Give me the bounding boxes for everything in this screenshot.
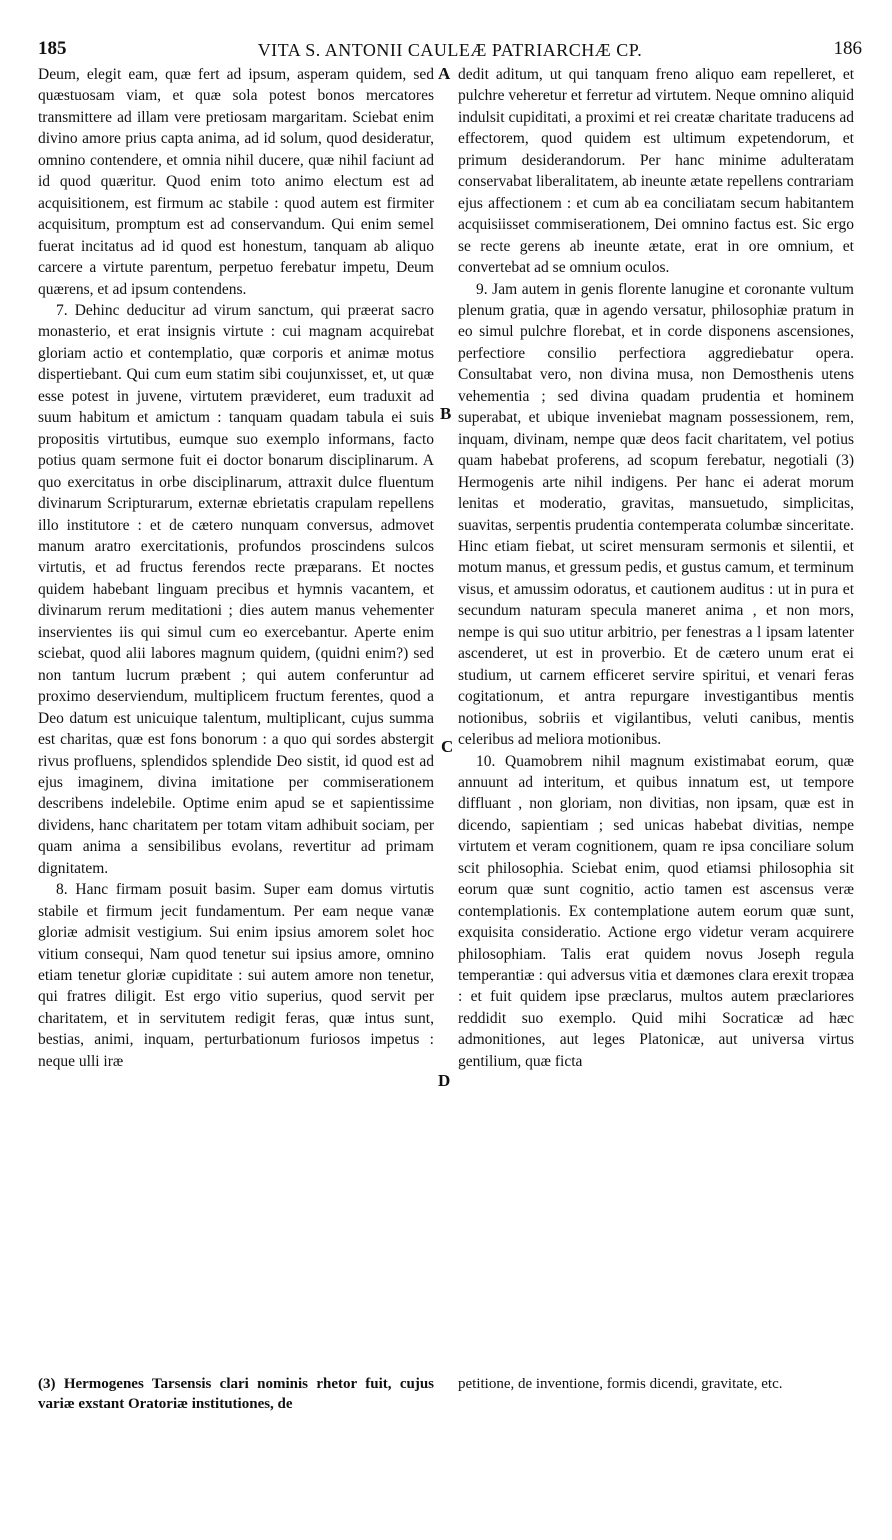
paragraph-10: 10. Quamobrem nihil magnum existimabat eorum, quæ annuunt ad interitum, et quibus innatum est, ut tempore diffluant , non gloriam, non divitias, non ipsam, quæ est in dicendo, sapientiam ; sed unicas habebat divitias, nempe virtutem et veram cognitionem, quam re ipsa conciliare solum scit philosophia. Sciebat enim, quod etiamsi philosophia sit eorum quæ sunt cognitio, actio tamen est ascensus veræ contemplationis. Ex contemplatione autem eorum quæ sunt, exquisita consideratio. Actione ergo videtur veram acquirere philosophiam. Talis erat quidem novus Joseph regula temperantiæ : qui adversus vitia et dæmones clara erexit tropæa : et fuit quidem ipse præclarus, multos autem præclariores reddidit suo exemplo. Quid mihi Socraticæ ad hæc admonitiones, aut leges Platonicæ, aut universa virtus gentilium, quæ ficta	[458, 752, 854, 1070]
margin-marker-d: D	[438, 1071, 451, 1090]
paragraph-7: 7. Dehinc deducitur ad virum sanctum, qui præerat sacro monasterio, et erat insignis virtute : cui magnam acquirebat gloriam actio et contemplatio, quæ corporis et animæ motus dispertiebant. Qui cum eum statim sibi coujunxisset, et, ut quæ esse potest in juvene, virtutem prævideret, eum traduxit ad suum habitum et amictum : tanquam quadam tabula ei suis propositis virtutibus, eumque suo exemplo informans, facto potius quam sermone fuit ei doctor bonarum disciplinarum. A quo exercitatus in orbe disciplinarum, attraxit dulce fluentum divinarum Scripturarum, externæ ebrietatis crapulam repellens illo institutore : et de cætero nunquam conversus, admovet manum aratro exercitationis, profundos proscindens sulcos virtutis, et ad fructus ferendos recte præparans. Et noctes quidem habebant linguam precibus et hymnis vacantem, et divinarum rerum meditationi ; dies autem manus vehementer inservientes iis qui simul cum eo exercebantur. Aperte enim sciebat, quod alii labores magnum quidem, (quidni enim?) sed non tantum lucrum præbent ; qui autem conferuntur ad proximo deserviendum, multiplicem fructum ferentes, quod a Deo datum est unicuique talentum, multiplicant, cujus summa est charitas, quæ est fons bonorum : a quo qui sordes abstergit rivus profluens, splendidos splendide Deo sistit, id quod est ad ejus imaginem, divina imitatione per commiserationem describens indelebile. Optime enim apud se et sapientissime dividens, hanc charitatem per totam vitam adhibuit sociam, per quam anima a sensibilibus evolans, revertitur ad primam dignitatem.	[38, 301, 434, 877]
page-header	[38, 38, 862, 62]
margin-marker-a: A	[438, 64, 451, 83]
left-column	[38, 64, 434, 1072]
running-title: VITA S. ANTONII CAULEÆ PATRIARCHÆ CP.	[257, 40, 643, 60]
margin-marker-c: C	[441, 737, 454, 756]
margin-marker-b: B	[440, 404, 452, 423]
page-number-right: 186	[833, 38, 862, 59]
footnote-text: (3) Hermogenes Tarsensis clari nominis rhetor fuit, cujus variæ exstant Oratoriæ institutiones, de	[38, 1376, 434, 1412]
paragraph: dedit aditum, ut qui tanquam freno aliquo eam repelleret, et pulchre veheretur et ferretur ad virtutem. Neque omnino aliquid indulsit cupiditati, a proximi et rei creatæ charitate traducens ad effectorem, quod quidem est ultimum expetendorum, et primum desiderandorum. Per hanc minime adulteratam conservabat liberalitatem, ab ineunte ætate repellens contrariam ejus affectionem : et cum ab ea conciliatam secum habitantem acquisiisset commiserationem, Dei omnino factus est. Sic ergo se recte gerens ab ineunte ætate, erat in ore omnium, et convertebat ad se omnium oculos.	[458, 66, 854, 277]
footnote-right	[458, 1374, 854, 1394]
paragraph-8: 8. Hanc firmam posuit basim. Super eam domus virtutis stabile et firmum jecit fundamentum. Per eam neque vanæ gloriæ admisit vestigium. Sui enim ipsius amorem solet hoc vitium consequi, Nam quod tenetur sui ipsius amore, omnino etiam tenetur gloriæ cupiditate : sui autem amore non tenetur, qui fratres diligit. Est ergo vitio superius, quod servit per charitatem, et in servitutem redigit feras, quæ intus sunt, bestias, animi, inquam, perturbationum furiosos impetus : neque ulli iræ	[38, 881, 434, 1070]
paragraph: Deum, elegit eam, quæ fert ad ipsum, asperam quidem, sed quæstuosam viam, et quæ sola potest bonos mercatores transmittere ad illam vere pretiosam margaritam. Sciebat enim divino amore prius capta anima, ad id solum, quod desideratur, omnino contendere, et omnia nihil ducere, quæ nihil faciunt ad id quod quæritur. Quod enim toto animo electum est ad acquisitionem, est firmum ac stabile : quod autem est firmiter acquisitum, promptum est ad conservandum. Qui enim semel fuerat incitatus ad id quod est honestum, tanquam ab aliquo carcere a virtute parentum, perpetuo ferebatur impetu, Deum quærens, et ad ipsum contendens.	[38, 66, 434, 298]
footnote-text-continued: petitione, de inventione, formis dicendi, gravitate, etc.	[458, 1376, 783, 1392]
paragraph-9: 9. Jam autem in genis florente lanugine et coronante vultum plenum gratia, quæ in agendo versatur, philosophiæ pratum in eo simul pulchre florebat, et in corde disponens ascensiones, perfectiore consilio perfectiora aggrediebatur opera. Consultabat vero, non divina musa, non Demosthenis utens vehementia ; sed divina quadam prudentia et hominem superabat, et ubique inveniebat magnam possessionem, rem, inquam, divinam, nempe quæ deos facit charitatem, vel potius quam habebat proferens, ad scopum ferebatur, negotiali (3) Hermogenis arte nihil indigens. Per hanc ei aderat morum lenitas et moderatio, gravitas, mansuetudo, simplicitas, suavitas, serpentis prudentia contemperata columbæ sinceritate. Hinc etiam fiebat, ut sciret mensuram sermonis et silentii, et motum manus, et gressum pedis, et gustus camum, et terminum visus, et amussim odoratus, et cautionem auditus : ut in pura et secundum naturam specula maneret anima , et non mors, nempe is qui suo utitur arbitrio, per fenestras a l ipsam latenter ascenderet, ut est in proverbio. Et de cætero unum erat ei studium, ut carnem efficeret servire spiritui, et venari feras cogitationum, et antra repurgare investigantibus mentis notionibus, sobriis et vigilantibus, veluti canibus, mentis celeribus ad meliora motionibus.	[458, 280, 854, 749]
right-column	[458, 64, 854, 1072]
page-number-left: 185	[38, 38, 67, 59]
footnote-left	[38, 1374, 434, 1414]
